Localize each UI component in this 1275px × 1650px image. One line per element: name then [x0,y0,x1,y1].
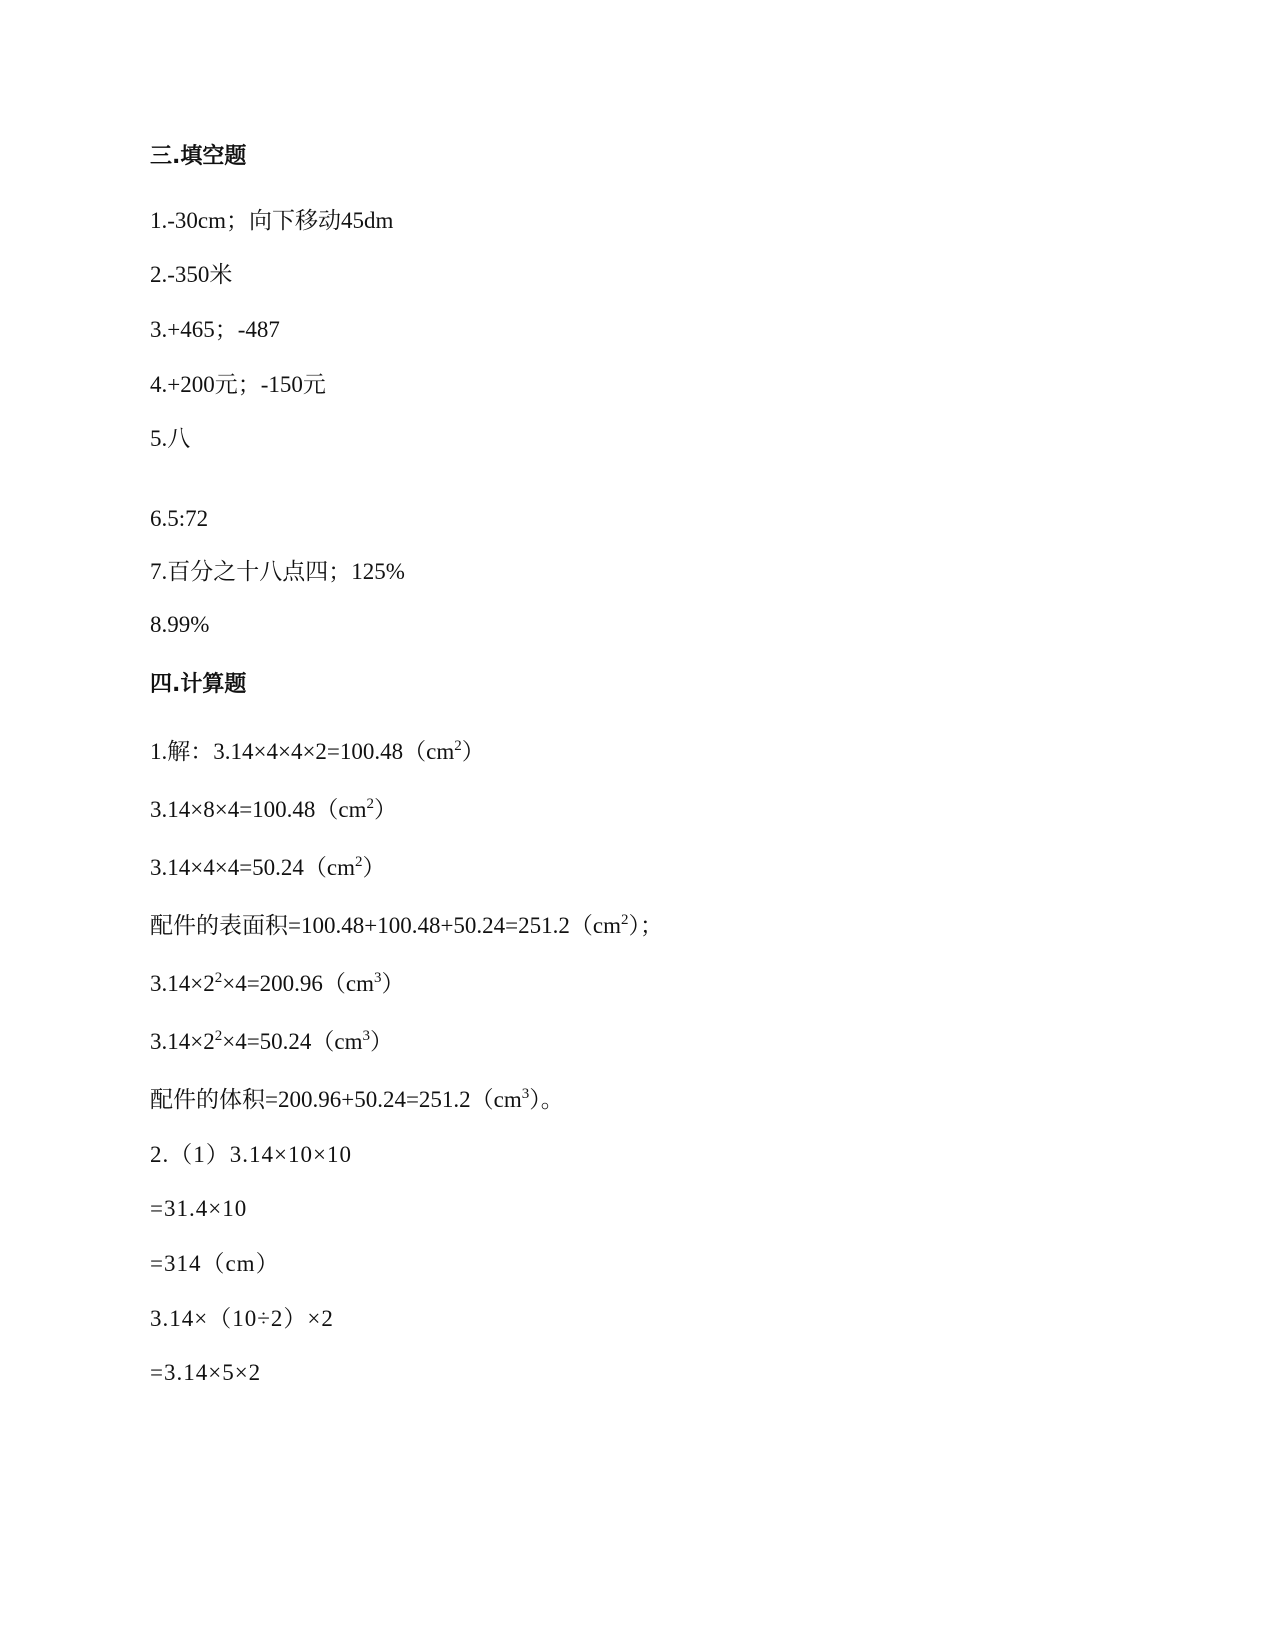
answer-line: 5.八 [150,426,191,451]
calc-line [150,795,397,825]
calc-text: 配件的表面积=100.48+100.48+50.24=251.2（cm [150,913,621,938]
calc-line [150,1085,564,1115]
exponent: 2 [620,912,629,928]
answer-line: 1.-30cm；向下移动45dm [150,208,394,233]
answer-line: 8.99% [150,612,210,637]
calc-text: 3.14×8×4=100.48（cm [150,797,367,822]
exponent: 2 [366,796,375,812]
calc-line: 3.14×（10÷2）×2 [150,1306,334,1331]
calc-text: 3.14×4×4=50.24（cm [150,855,356,880]
calc-line [150,911,663,941]
calc-text: ） [374,797,398,822]
answer-line: 7.百分之十八点四；125% [150,559,405,584]
calc-text: ）； [628,913,663,938]
calc-text: 1.解：3.14×4×4×2=100.48（cm [150,739,455,764]
calc-line: =3.14×5×2 [150,1360,262,1385]
section-heading-fill-in: 三.填空题 [150,144,247,169]
exponent: 2 [454,738,462,754]
calc-text: ×4=200.96（cm [222,971,375,996]
answer-line: 3.+465；-487 [150,317,280,342]
calc-text: ） [381,971,405,996]
exponent: 2 [355,854,363,870]
section-heading-calculation: 四.计算题 [150,672,247,697]
calc-text: 3.14×2 [150,971,215,996]
exponent: 3 [362,1028,371,1044]
calc-text: 3.14×2 [150,1029,215,1054]
calc-line: 2.（1）3.14×10×10 [150,1142,352,1167]
exponent: 2 [214,970,223,986]
exponent: 3 [374,970,382,986]
answer-line: 6.5:72 [150,506,209,531]
answer-line: 2.-350米 [150,262,233,287]
calc-text: 配件的体积=200.96+50.24=251.2（cm [150,1087,522,1112]
calc-line: =31.4×10 [150,1196,248,1221]
calc-text: ） [370,1029,394,1054]
calc-text: ）。 [529,1087,564,1112]
exponent: 2 [214,1028,223,1044]
calc-line [150,737,485,767]
calc-text: ） [461,739,485,764]
calc-line [150,969,405,999]
exponent: 3 [521,1086,530,1102]
calc-line: =314（cm） [150,1251,280,1276]
calc-line [150,1027,393,1057]
calc-line [150,853,386,883]
answer-line: 4.+200元；-150元 [150,372,326,397]
calc-text: ×4=50.24（cm [222,1029,363,1054]
calc-text: ） [362,855,386,880]
